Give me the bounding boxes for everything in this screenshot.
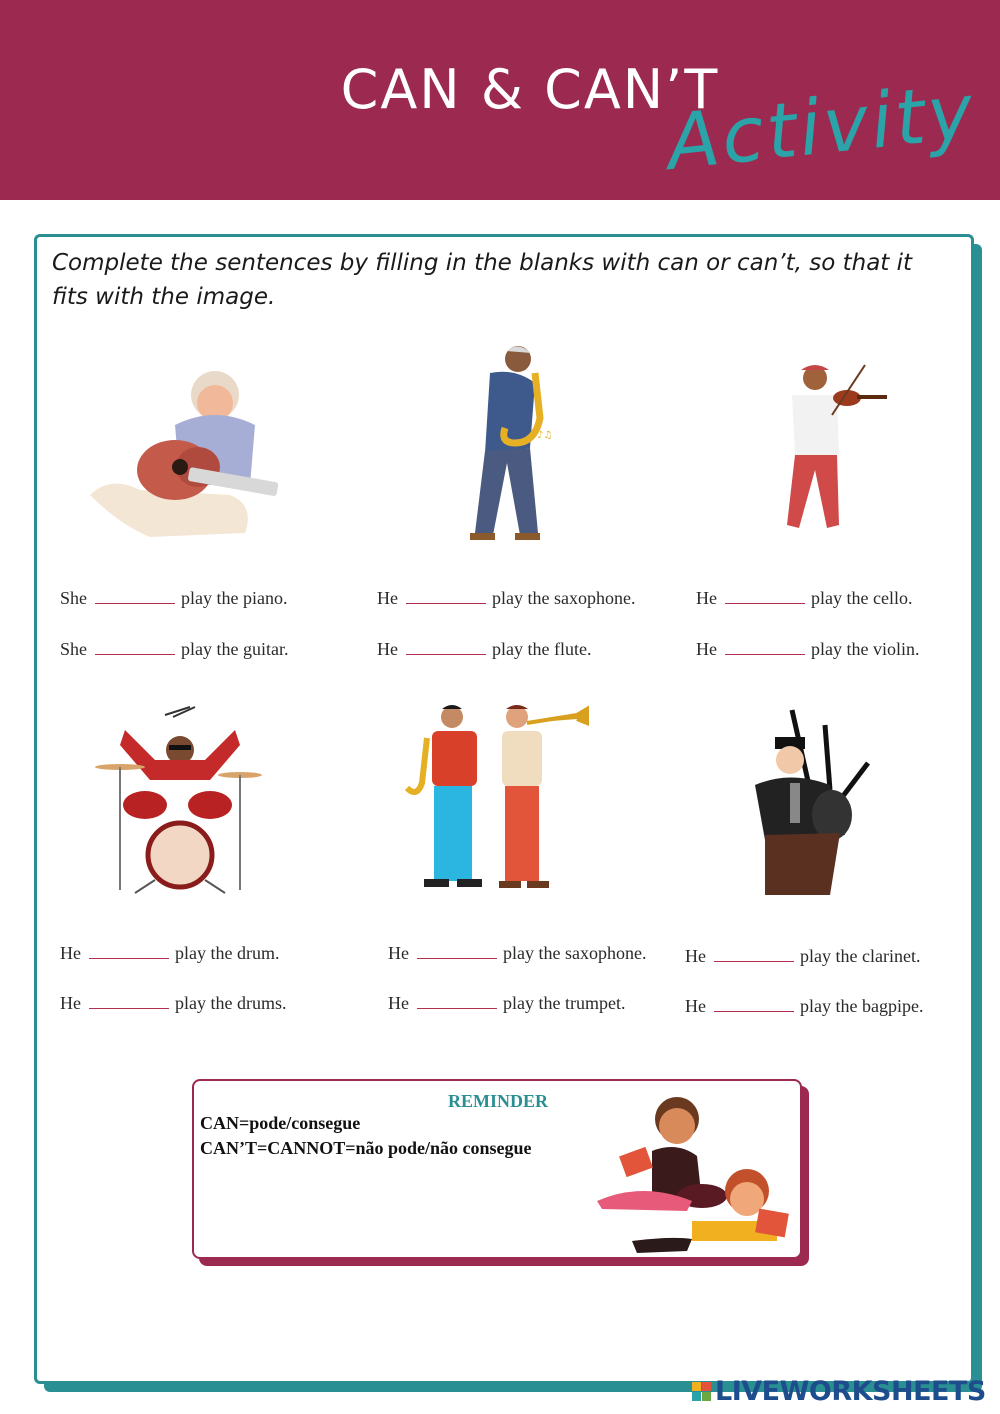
exercise-6-sentence-2 [685,996,923,1017]
sentence-predicate: play the bagpipe. [800,996,924,1016]
sentence-subject: He [685,946,706,966]
sentence-subject: He [60,993,81,1013]
logo-square [702,1392,711,1401]
answer-blank[interactable] [417,945,497,959]
sentence-subject: He [696,639,717,659]
sentence-predicate: play the piano. [181,588,288,608]
sentence-predicate: play the flute. [492,639,592,659]
sentence-predicate: play the saxophone. [492,588,636,608]
man-playing-bagpipe-illustration [750,705,870,900]
reminder-line-can: CAN=pode/consegue [200,1113,361,1133]
sentence-subject: He [685,996,706,1016]
page-title: CAN & CAN’T [340,58,720,121]
sentence-subject: He [60,943,81,963]
svg-text:♪♫: ♪♫ [537,430,553,441]
sentence-predicate: play the saxophone. [503,943,647,963]
reminder-box [192,1079,802,1259]
sentence-subject: He [696,588,717,608]
sentence-predicate: play the cello. [811,588,913,608]
sentence-subject: She [60,639,87,659]
sentence-subject: He [388,943,409,963]
logo-icon [692,1382,711,1401]
answer-blank[interactable] [89,995,169,1009]
exercise-3-sentence-1 [696,588,912,609]
sentence-predicate: play the trumpet. [503,993,626,1013]
exercise-1-sentence-2 [60,639,288,660]
instruction-text: Complete the sentences by filling in the blanks with can or can’t, so that it fits with the image. [52,250,913,310]
exercise-5-sentence-2 [388,993,625,1014]
answer-blank[interactable] [725,590,805,604]
sentence-predicate: play the guitar. [181,639,289,659]
exercise-2-sentence-2 [377,639,591,660]
answer-blank[interactable] [89,945,169,959]
answer-blank[interactable] [417,995,497,1009]
exercise-3-sentence-2 [696,639,919,660]
reminder-title: REMINDER [447,1091,548,1111]
exercise-5-sentence-1 [388,943,646,964]
reminder-line-cant: CAN’T=CANNOT=não pode/não consegue [200,1138,532,1158]
drummer-playing-drums-illustration [95,705,265,895]
exercise-4-sentence-2 [60,993,286,1014]
exercise-6-sentence-1 [685,946,920,967]
exercise-2-sentence-1 [377,588,635,609]
logo-square [702,1382,711,1391]
answer-blank[interactable] [95,590,175,604]
sentence-subject: He [377,639,398,659]
saxophonist-and-trumpeter-illustration [402,703,592,898]
answer-blank[interactable] [95,641,175,655]
man-playing-saxophone-illustration [445,343,565,548]
children-reading-illustration [592,1091,800,1259]
sentence-subject: She [60,588,87,608]
sentence-subject: He [388,993,409,1013]
answer-blank[interactable] [714,948,794,962]
sentence-predicate: play the violin. [811,639,920,659]
page-subtitle: Activity [662,66,980,187]
sentence-predicate: play the clarinet. [800,946,921,966]
answer-blank[interactable] [714,998,794,1012]
exercise-4-sentence-1 [60,943,279,964]
answer-blank[interactable] [725,641,805,655]
logo-square [692,1392,701,1401]
logo-square [692,1382,701,1391]
answer-blank[interactable] [406,590,486,604]
sentence-predicate: play the drum. [175,943,280,963]
liveworksheets-logo [692,1376,986,1407]
footer-brand: LIVEWORKSHEETS [715,1376,986,1407]
exercise-1-sentence-1 [60,588,287,609]
boy-playing-violin-illustration [777,360,897,540]
woman-playing-guitar-illustration [80,355,285,545]
sentence-predicate: play the drums. [175,993,287,1013]
sentence-subject: He [377,588,398,608]
answer-blank[interactable] [406,641,486,655]
